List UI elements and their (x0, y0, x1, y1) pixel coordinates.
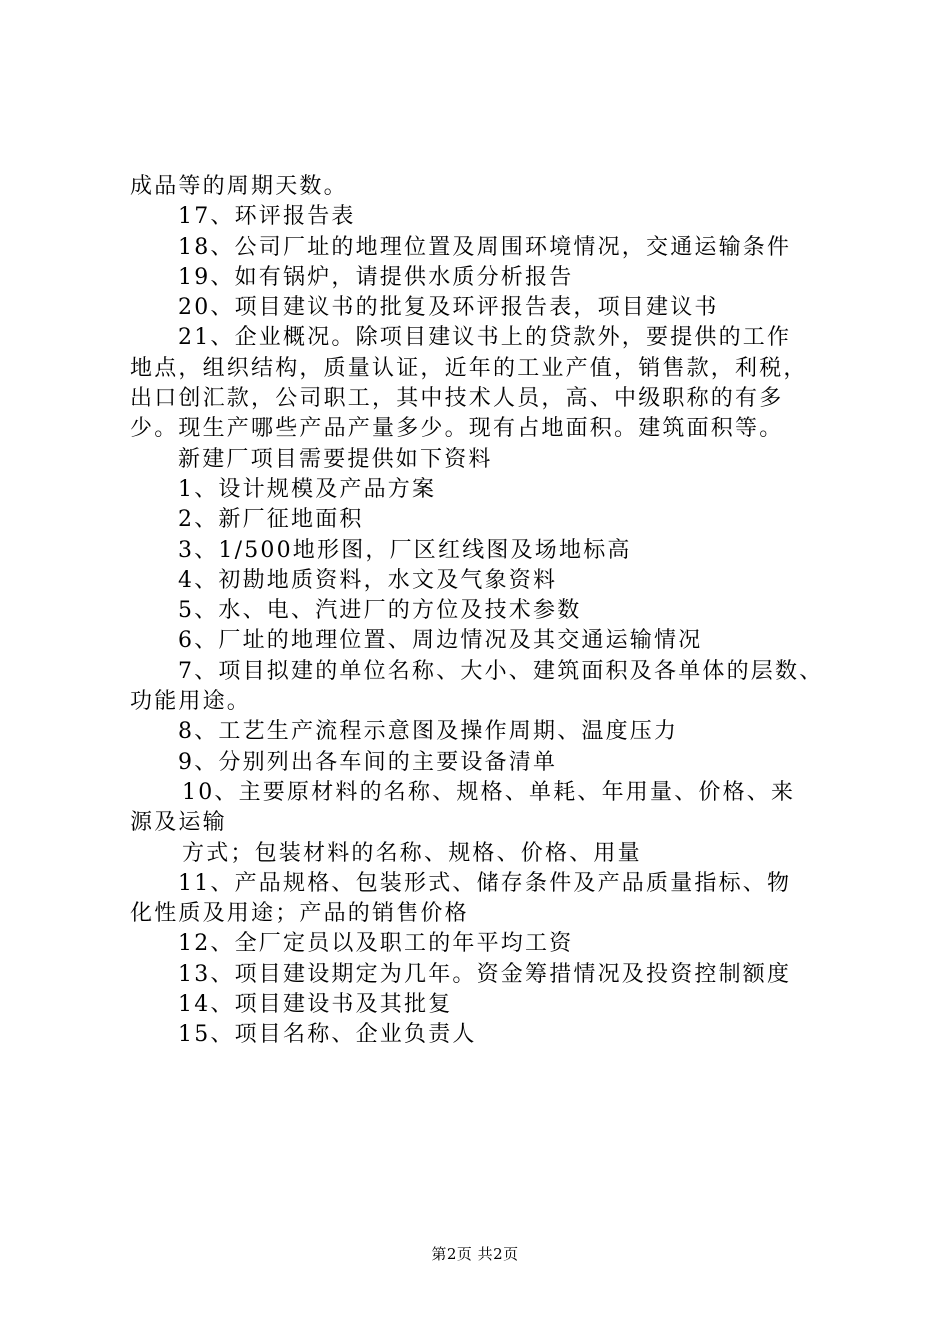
text-line: 8、工艺生产流程示意图及操作周期、温度压力 (178, 719, 679, 745)
text-line: 源及运输 (130, 810, 227, 836)
text-line: 15、项目名称、企业负责人 (178, 1022, 477, 1048)
text-line: 功能用途。 (130, 689, 252, 715)
text-line: 5、水、电、汽进厂的方位及技术参数 (178, 598, 582, 624)
text-line: 13、项目建设期定为几年。资金筹措情况及投资控制额度 (178, 961, 792, 987)
text-line: 11、产品规格、包装形式、储存条件及产品质量指标、物 (178, 870, 792, 896)
text-line: 2、新厂征地面积 (178, 507, 364, 533)
text-line: 4、初勘地质资料，水文及气象资料 (178, 567, 558, 593)
text-line: 14、项目建设书及其批复 (178, 992, 453, 1018)
text-line: 19、如有锅炉，请提供水质分析报告 (178, 264, 574, 290)
text-line: 出口创汇款，公司职工，其中技术人员，高、中级职称的有多 (130, 386, 784, 412)
text-line: 17、环评报告表 (178, 204, 356, 230)
text-line: 18、公司厂址的地理位置及周围环境情况，交通运输条件 (178, 234, 792, 260)
page-number-footer: 第2页 共2页 (431, 1245, 519, 1263)
text-line: 方式；包装材料的名称、规格、价格、用量 (182, 840, 642, 866)
text-line: 成品等的周期天数。 (130, 174, 348, 199)
text-line: 10、主要原材料的名称、规格、单耗、年用量、价格、来 (182, 779, 796, 805)
text-line: 9、分别列出各车间的主要设备清单 (178, 749, 558, 775)
text-line: 20、项目建议书的批复及环评报告表，项目建议书 (178, 295, 719, 321)
text-line: 6、厂址的地理位置、周边情况及其交通运输情况 (178, 628, 703, 654)
text-line: 3、1/500地形图，厂区红线图及场地标高 (178, 537, 632, 563)
section-heading: 新建厂项目需要提供如下资料 (178, 446, 493, 472)
text-line: 化性质及用途；产品的销售价格 (130, 901, 469, 927)
text-line: 1、设计规模及产品方案 (178, 476, 437, 502)
text-line: 地点，组织结构，质量认证，近年的工业产值，销售款，利税， (130, 355, 808, 381)
text-line: 21、企业概况。除项目建议书上的贷款外，要提供的工作 (178, 325, 792, 351)
text-line: 少。现生产哪些产品产量多少。现有占地面积。建筑面积等。 (130, 416, 784, 442)
document-body (130, 172, 830, 1051)
text-line: 12、全厂定员以及职工的年平均工资 (178, 931, 574, 957)
text-line: 7、项目拟建的单位名称、大小、建筑面积及各单体的层数、 (178, 658, 824, 684)
